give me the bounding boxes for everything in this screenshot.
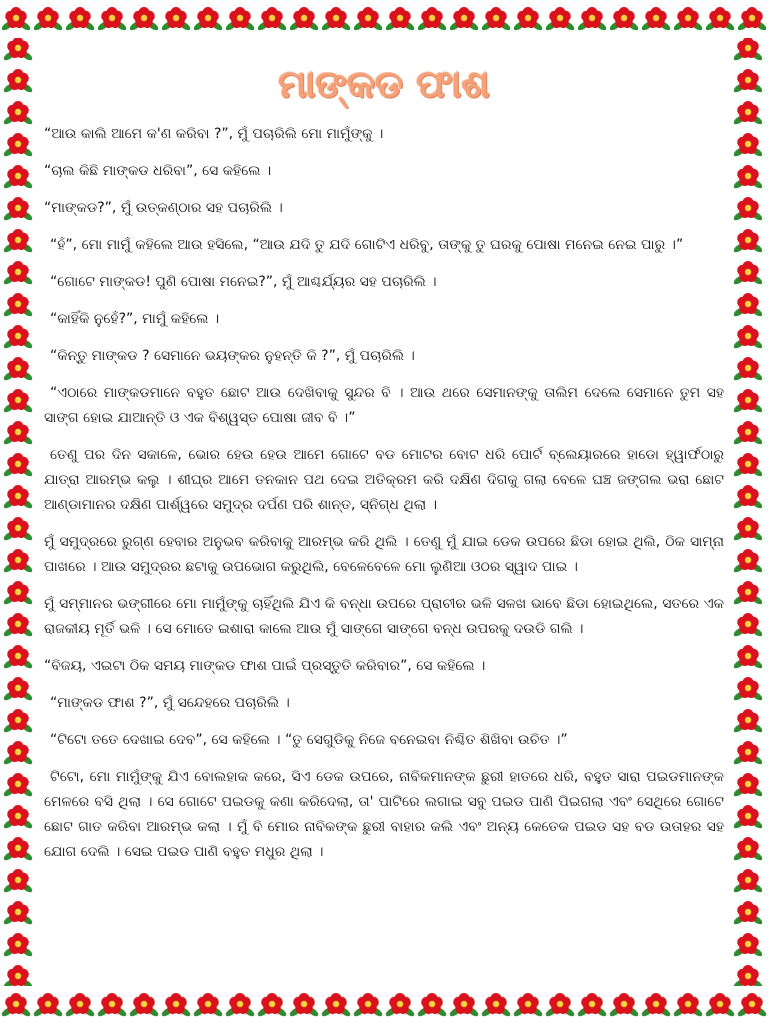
red-flower-icon — [2, 69, 33, 94]
red-flower-icon — [384, 7, 415, 32]
flower-border-bottom — [0, 986, 768, 1024]
red-flower-icon — [640, 7, 671, 32]
red-flower-icon — [732, 165, 763, 190]
red-flower-icon — [2, 581, 33, 606]
red-flower-icon — [704, 993, 735, 1018]
story-paragraph: “କାହିଁକି ନୁହେଁ?”, ମାମୁଁ କହିଲେ । — [50, 311, 220, 327]
red-flower-icon — [736, 7, 767, 32]
red-flower-icon — [2, 357, 33, 382]
red-flower-icon — [2, 261, 33, 286]
red-flower-icon — [732, 133, 763, 158]
story-paragraph: “କିନ୍ତୁ ମାଙ୍କଡ ? ସେମାନେ ଭୟଙ୍କର ନୁହନ୍ତି କି ?”, ମୁଁ ପଚାରିଲି । — [50, 348, 415, 364]
red-flower-icon — [544, 993, 575, 1018]
story-paragraph: “ଚାଲ କିଛି ମାଙ୍କଡ ଧରିବା”, ସେ କହିଲେ । — [44, 163, 272, 179]
red-flower-icon — [128, 993, 159, 1018]
red-flower-icon — [2, 229, 33, 254]
red-flower-icon — [732, 229, 763, 254]
red-flower-icon — [732, 357, 763, 382]
red-flower-icon — [2, 453, 33, 478]
red-flower-icon — [576, 993, 607, 1018]
red-flower-icon — [2, 485, 33, 510]
red-flower-icon — [732, 773, 763, 798]
red-flower-icon — [2, 677, 33, 702]
red-flower-icon — [732, 709, 763, 734]
story-paragraph: ଟିଟୋ, ମୋ ମାମୁଁଙ୍କୁ ଯିଏ ବୋଲହାକ କରେ, ସିଏ ଡେକ ଉପରେ, ନାବିକମାନଙ୍କ ଛୁରୀ ହାତରେ ଧରି, ବହୁତ ସାରା ପଇଡମାନଙ୍କ ମେଳରେ ବସି ଥିଲା । ସେ ଗୋଟେ ପଇଡକୁ କଣା କରିଦେଲା, ତା' ପାଟିରେ ଲଗାଇ ସବୁ ପଇଡ ପାଣି ପିଇଗଲା ଏବଂ ସେଥିରେ ଗୋଟେ ଛୋଟ ଗାତ କରିବା ଆରମ୍ଭ କଲା । ମୁଁ ବି ମୋର ନାବିକଙ୍କ ଛୁରୀ ବାହାର କଲି ଏବଂ ଅନ୍ୟ କେତେକ ପଇଡ ସହ ବଡ ଉତାହର ସହ ଯୋଗ ଦେଲି । ସେଇ ପଇଡ ପାଣି ବହୁତ ମଧୁର ଥିଲା । — [44, 769, 724, 860]
red-flower-icon — [732, 38, 763, 62]
red-flower-icon — [732, 901, 763, 926]
story-paragraph: “ଆଉ କାଲି ଆମେ କ'ଣ କରିବା ?”, ମୁଁ ପଚାରିଲି ମୋ ମାମୁଁଙ୍କୁ । — [44, 126, 384, 142]
red-flower-icon — [732, 69, 763, 94]
red-flower-icon — [416, 7, 447, 32]
red-flower-icon — [160, 993, 191, 1018]
red-flower-icon — [320, 993, 351, 1018]
story-paragraph: “ଟିଟୋ ତତେ ଦେଖାଇ ଦେବ”, ସେ କହିଲେ । “ତୁ ସେଗୁଡିକୁ ନିଜେ ବନେଇବା ନିଶ୍ଚିତ ଶିଖିବା ଉଚିତ ।” — [50, 732, 568, 748]
red-flower-icon — [2, 293, 33, 318]
red-flower-icon — [732, 421, 763, 446]
story-content — [44, 58, 724, 978]
red-flower-icon — [384, 993, 415, 1018]
red-flower-icon — [732, 645, 763, 670]
red-flower-icon — [160, 7, 191, 32]
red-flower-icon — [732, 869, 763, 894]
red-flower-icon — [96, 993, 127, 1018]
red-flower-icon — [2, 101, 33, 126]
red-flower-icon — [352, 7, 383, 32]
red-flower-icon — [2, 869, 33, 894]
red-flower-icon — [732, 965, 763, 986]
red-flower-icon — [2, 389, 33, 414]
red-flower-icon — [288, 7, 319, 32]
red-flower-icon — [732, 101, 763, 126]
red-flower-icon — [224, 7, 255, 32]
red-flower-icon — [2, 901, 33, 926]
red-flower-icon — [512, 7, 543, 32]
red-flower-icon — [732, 549, 763, 574]
story-paragraph: “ବିଜୟ, ଏଇଟା ଠିକ ସମୟ ମାଙ୍କଡ ଫାଶ ପାଇଁ ପ୍ରସ୍ତୁତି କରିବାର”, ସେ କହିଲେ । — [44, 658, 486, 674]
red-flower-icon — [448, 7, 479, 32]
red-flower-icon — [416, 993, 447, 1018]
red-flower-icon — [2, 549, 33, 574]
red-flower-icon — [256, 993, 287, 1018]
red-flower-icon — [732, 325, 763, 350]
red-flower-icon — [0, 993, 31, 1018]
red-flower-icon — [608, 7, 639, 32]
red-flower-icon — [2, 837, 33, 862]
red-flower-icon — [480, 7, 511, 32]
red-flower-icon — [732, 197, 763, 222]
red-flower-icon — [732, 677, 763, 702]
red-flower-icon — [704, 7, 735, 32]
red-flower-icon — [736, 993, 767, 1018]
red-flower-icon — [640, 993, 671, 1018]
story-paragraph: “ମାଙ୍କଡ ଫାଶ ?”, ମୁଁ ସନ୍ଦେହରେ ପଚାରିଲି । — [50, 695, 290, 711]
red-flower-icon — [732, 261, 763, 286]
red-flower-icon — [64, 993, 95, 1018]
red-flower-icon — [672, 7, 703, 32]
red-flower-icon — [2, 645, 33, 670]
red-flower-icon — [608, 993, 639, 1018]
red-flower-icon — [2, 421, 33, 446]
story-paragraph: “ମାଙ୍କଡ?”, ମୁଁ ଉତ୍କଣ୍ଠାର ସହ ପଚାରିଲି । — [44, 200, 283, 216]
red-flower-icon — [2, 741, 33, 766]
red-flower-icon — [64, 7, 95, 32]
red-flower-icon — [2, 197, 33, 222]
red-flower-icon — [2, 325, 33, 350]
red-flower-icon — [732, 485, 763, 510]
red-flower-icon — [732, 389, 763, 414]
red-flower-icon — [2, 517, 33, 542]
red-flower-icon — [0, 7, 31, 32]
red-flower-icon — [732, 517, 763, 542]
red-flower-icon — [288, 993, 319, 1018]
story-paragraph: ମୁଁ ସମୁଦ୍ରରେ ରୁଗ୍ଣ ହେବାର ଅନୁଭବ କରିବାକୁ ଆରମ୍ଭ କରି ଥିଲି । ତେଣୁ ମୁଁ ଯାଇ ଡେକ ଉପରେ ଛିଡା ହୋଇ ଥିଲି, ଠିକ ସାମ୍ନା ପାଖରେ । ଆଉ ସମୁଦ୍ରର ଛଟାକୁ ଉପଭୋଗ କରୁଥିଲି, ବେଳେବେଳେ ମୋ ଲୁଣିଆ ଓଠର ସ୍ୱାଦ ପାଇ । — [44, 534, 724, 575]
story-paragraph: “ଏଠାରେ ମାଙ୍କଡମାନେ ବହୁତ ଛୋଟ ଆଉ ଦେଖିବାକୁ ସୁନ୍ଦର ବି । ଆଉ ଥରେ ସେମାନଙ୍କୁ ତାଲିମ ଦେଲେ ସେମାନେ ତୁମ ସହ ସାଙ୍ଗ ହୋଇ ଯାଆନ୍ତି ଓ ଏକ ବିଶ୍ୱସ୍ତ ପୋଷା ଜୀବ ବି ।” — [44, 385, 724, 426]
story-paragraph: “ଗୋଟେ ମାଙ୍କଡ! ପୁଣି ପୋଷା ମନେଇ?”, ମୁଁ ଆଶ୍ଚର୍ଯ୍ୟର ସହ ପଚାରିଲି । — [50, 274, 437, 290]
red-flower-icon — [2, 613, 33, 638]
red-flower-icon — [732, 613, 763, 638]
flower-border-left — [0, 38, 38, 986]
red-flower-icon — [732, 837, 763, 862]
red-flower-icon — [96, 7, 127, 32]
red-flower-icon — [2, 933, 33, 958]
story-paragraph: ତେଣୁ ପର ଦିନ ସକାଳେ, ଭୋର ହେଉ ହେଉ ଆମେ ଗୋଟେ ବଡ ମୋଟର ବୋଟ ଧରି ପୋର୍ଟ ବ୍ଲେୟାରରେ ହାଡୋ ହ୍ୱାର୍ଫଠାରୁ ଯାତ୍ରା ଆରମ୍ଭ କଲୁ । ଶୀଘ୍ର ଆମେ ତନକାନ ପଥ ଦେଇ ଅତିକ୍ରମ କରି ଦକ୍ଷିଣ ଦିଗକୁ ଗଲା ବେଳେ ଘଞ୍ଚ ଜଙ୍ଗଲ ଭରା ଛୋଟ ଆଣ୍ଡାମାନର ଦକ୍ଷିଣ ପାର୍ଶ୍ୱରେ ସମୁଦ୍ର ଦର୍ପଣ ପରି ଶାନ୍ତ, ସ୍ନିଗ୍ଧ ଥିଲା । — [44, 447, 724, 513]
red-flower-icon — [448, 993, 479, 1018]
story-title: ମାଙ୍କଡ ଫାଶ — [278, 62, 490, 106]
red-flower-icon — [732, 453, 763, 478]
red-flower-icon — [2, 38, 33, 62]
red-flower-icon — [480, 993, 511, 1018]
story-paragraph: ମୁଁ ସମ୍ମାନର ଭଙ୍ଗୀରେ ମୋ ମାମୁଁଙ୍କୁ ଚାହିଁଥିଲି ଯିଏ କି ବନ୍ଧା ଉପରେ ପ୍ରାଚୀର ଭଳି ସଳଖ ଭାବେ ଛିଡା ହୋଇଥିଲେ, ସତରେ ଏକ ରାଜକୀୟ ମୂର୍ତି ଭଳି । ସେ ମୋତେ ଇଶାରା କାଲେ ଆଉ ମୁଁ ସାଙ୍ଗେ ସାଙ୍ଗେ ବନ୍ଧ ଉପରକୁ ଦଉଡି ଗଲି । — [44, 596, 724, 637]
red-flower-icon — [224, 993, 255, 1018]
red-flower-icon — [320, 7, 351, 32]
red-flower-icon — [2, 773, 33, 798]
red-flower-icon — [256, 7, 287, 32]
red-flower-icon — [512, 993, 543, 1018]
red-flower-icon — [732, 805, 763, 830]
flower-border-top — [0, 0, 768, 38]
flower-border-right — [730, 38, 768, 986]
red-flower-icon — [2, 133, 33, 158]
red-flower-icon — [2, 165, 33, 190]
red-flower-icon — [732, 293, 763, 318]
red-flower-icon — [32, 7, 63, 32]
red-flower-icon — [576, 7, 607, 32]
red-flower-icon — [544, 7, 575, 32]
red-flower-icon — [672, 993, 703, 1018]
red-flower-icon — [732, 741, 763, 766]
red-flower-icon — [732, 581, 763, 606]
red-flower-icon — [352, 993, 383, 1018]
red-flower-icon — [732, 933, 763, 958]
red-flower-icon — [2, 965, 33, 986]
red-flower-icon — [2, 805, 33, 830]
red-flower-icon — [128, 7, 159, 32]
red-flower-icon — [2, 709, 33, 734]
red-flower-icon — [32, 993, 63, 1018]
story-paragraph: “ହଁ”, ମୋ ମାମୁଁ କହିଲେ ଆଉ ହସିଲେ, “ଆଉ ଯଦି ତୁ ଯଦି ଗୋଟିଏ ଧରିବୁ, ତାଙ୍କୁ ତୁ ଘରକୁ ପୋଷା ମନେଇ ନେଇ ପାରୁ ।” — [50, 237, 684, 253]
red-flower-icon — [192, 7, 223, 32]
red-flower-icon — [192, 993, 223, 1018]
